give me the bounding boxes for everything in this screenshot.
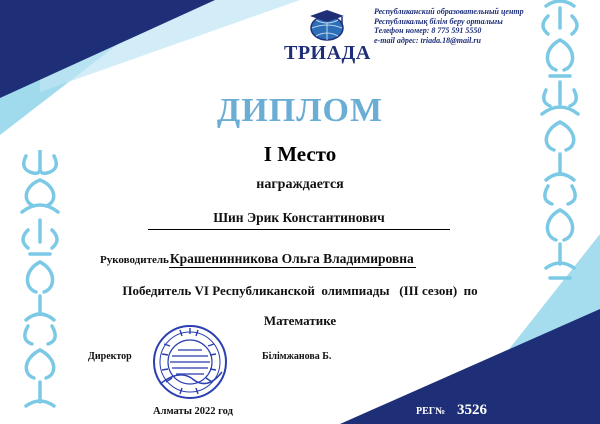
org-name-ru: Республиканский образовательный центр	[374, 7, 524, 16]
email-address: e-mail адрес: triada.18@mail.ru	[374, 35, 481, 45]
supervisor-row	[100, 250, 416, 268]
supervisor-label: Руководитель	[100, 254, 169, 266]
org-name-kz: Республикалық білім беру орталығы	[374, 16, 503, 26]
diploma-title: ДИПЛОМ	[216, 92, 384, 129]
logo-text: ТРИАДА	[284, 42, 371, 64]
registration-number: 3526	[457, 402, 487, 418]
place-heading: I Место	[263, 142, 337, 166]
registration-label: РЕГ№	[416, 406, 446, 417]
recipient-name: Шин Эрик Константинович	[148, 210, 450, 230]
awarded-label: награждается	[256, 177, 344, 192]
stamp-icon	[150, 322, 230, 402]
graduation-cap-icon	[304, 8, 350, 42]
header	[270, 6, 600, 70]
subject-name: Математике	[263, 313, 337, 328]
city-year: Алматы 2022 год	[153, 406, 233, 417]
director-name: Білімжанова Б.	[262, 351, 332, 362]
organization-info	[374, 7, 524, 45]
winner-description: Победитель VI Республиканской олимпиады (III сезон) по	[122, 283, 478, 298]
corner-decoration-top-left-dark	[0, 0, 215, 98]
supervisor-name: Крашенинникова Ольга Владимировна	[169, 251, 414, 266]
phone-number: Телефон номер: 8 775 591 5550	[374, 26, 482, 36]
director-label: Директор	[88, 351, 132, 362]
